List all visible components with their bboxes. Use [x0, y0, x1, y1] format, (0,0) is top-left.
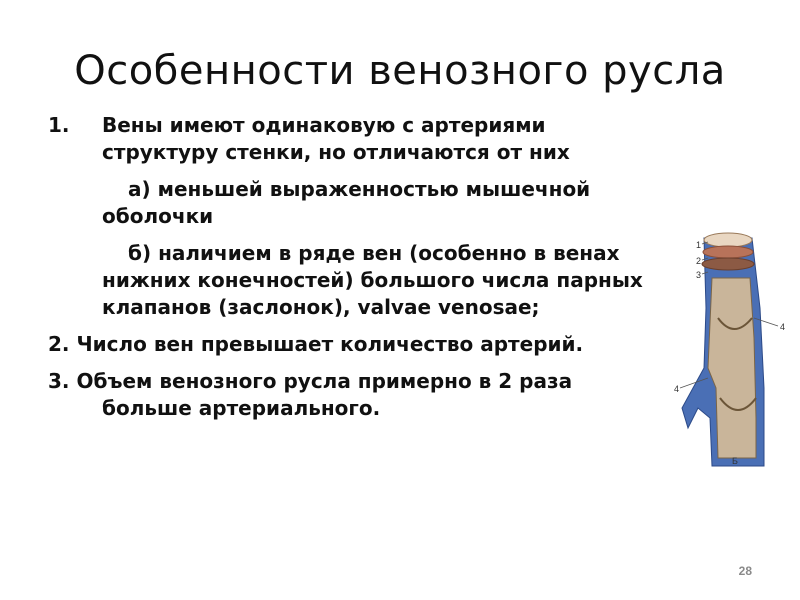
vein-layer-ring — [704, 233, 752, 247]
list-item-1 — [48, 112, 688, 321]
figure-label: 1 — [696, 240, 702, 250]
list-item-3 — [48, 368, 688, 422]
list-item-line: Вены имеют одинаковую с артериями — [102, 113, 546, 137]
list-item-line: больше артериального. — [102, 396, 381, 420]
list-item-2: 2. Число вен превышает количество артерий. — [48, 332, 584, 356]
vein-layer-ring — [702, 258, 754, 270]
sub-item-a-line: оболочки — [102, 204, 214, 228]
sub-item-a — [48, 176, 688, 203]
slide-body — [48, 112, 688, 422]
figure-label: 3 — [696, 270, 702, 280]
list-item-number: 1. — [48, 113, 70, 137]
figure-label: 2 — [696, 256, 702, 266]
vein-layer-ring — [703, 246, 753, 258]
list-item-line: 3. Объем венозного русла примерно в 2 раза — [48, 369, 573, 393]
figure-caption: Б — [732, 456, 738, 466]
vein-valve-illustration — [668, 218, 800, 480]
sub-item-b-line: б) наличием в ряде вен (особенно в венах — [128, 241, 620, 265]
sub-item-b-line: клапанов (заслонок), valvae venosae; — [102, 295, 540, 319]
figure-label: 4 — [674, 384, 680, 394]
figure-label: 4 — [780, 322, 786, 332]
sub-item-a-line: а) меньшей выраженностью мышечной — [128, 177, 591, 201]
slide-title: Особенности венозного русла — [74, 48, 726, 94]
list-item-line: структуру стенки, но отличаются от них — [102, 140, 570, 164]
sub-item-b — [48, 240, 688, 267]
page-number: 28 — [738, 564, 752, 578]
sub-item-b-line: нижних конечностей) большого числа парных — [102, 268, 643, 292]
